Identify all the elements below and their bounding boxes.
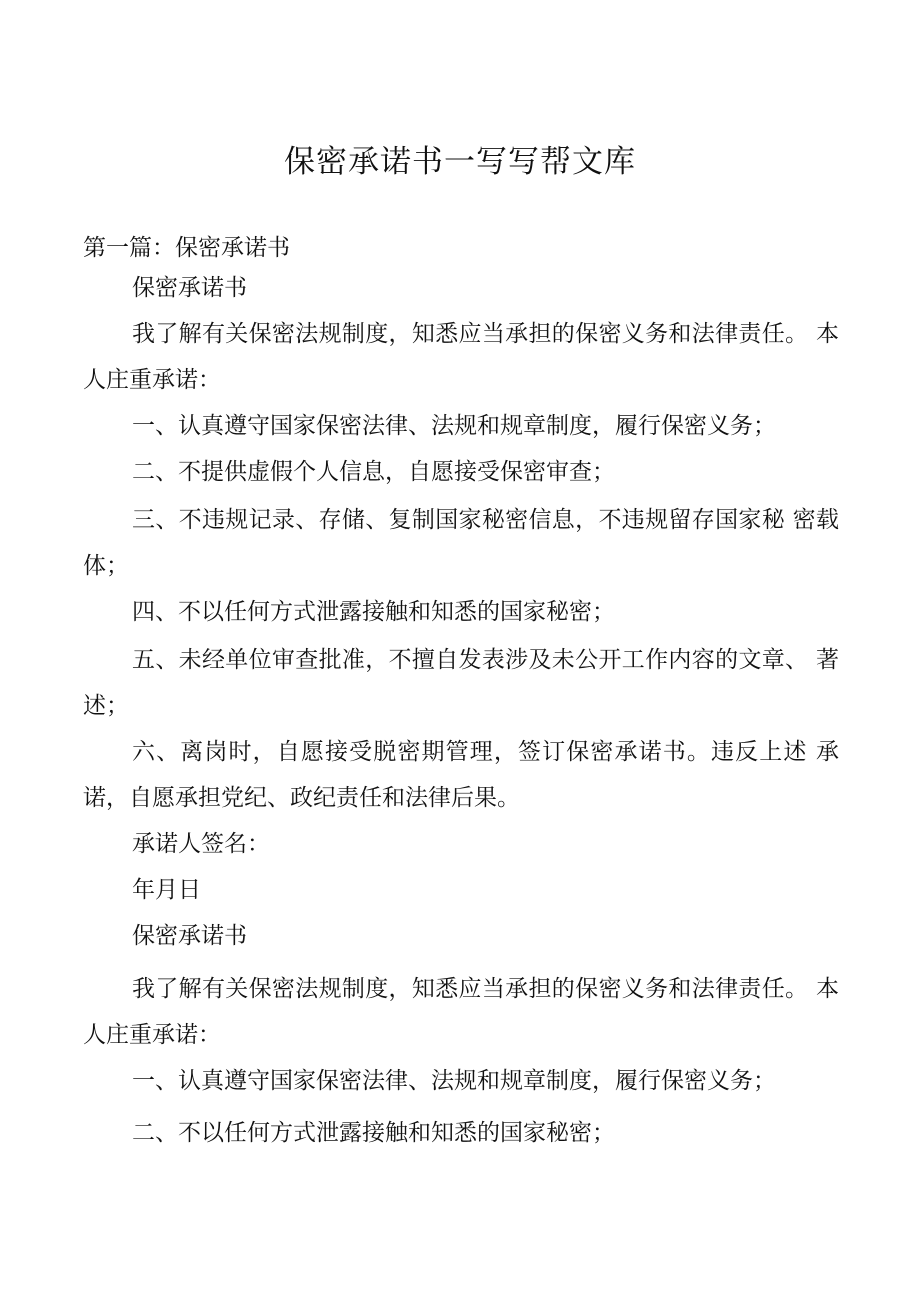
body-paragraph: 二、不提供虚假个人信息，自愿接受保密审查； — [132, 459, 615, 485]
subheading: 保密承诺书 — [132, 275, 247, 301]
date-label: 年月日 — [132, 877, 201, 903]
body-paragraph: 二、不以任何方式泄露接触和知悉的国家秘密； — [132, 1120, 615, 1146]
body-paragraph: 我了解有关保密法规制度，知悉应当承担的保密义务和法律责任。 本人庄重承诺： — [83, 976, 839, 1048]
document-title: 保密承诺书一写写帮文库 — [284, 144, 636, 180]
signature-label: 承诺人签名： — [132, 831, 270, 857]
body-paragraph: 五、未经单位审查批准，不擅自发表涉及未公开工作内容的文章、 著述； — [83, 647, 839, 719]
section-heading: 第一篇：保密承诺书 — [83, 235, 290, 261]
body-paragraph: 一、认真遵守国家保密法律、法规和规章制度，履行保密义务； — [132, 413, 776, 439]
body-paragraph: 我了解有关保密法规制度，知悉应当承担的保密义务和法律责任。 本人庄重承诺： — [83, 321, 839, 393]
body-paragraph: 六、离岗时，自愿接受脱密期管理，签订保密承诺书。违反上述 承诺，自愿承担党纪、政纪责任和法律后果。 — [83, 739, 839, 811]
body-paragraph: 四、不以任何方式泄露接触和知悉的国家秘密； — [132, 599, 615, 625]
body-paragraph: 一、认真遵守国家保密法律、法规和规章制度，履行保密义务； — [132, 1068, 776, 1094]
body-paragraph: 三、不违规记录、存储、复制国家秘密信息，不违规留存国家秘 密载体； — [83, 507, 839, 579]
subheading: 保密承诺书 — [132, 923, 247, 949]
